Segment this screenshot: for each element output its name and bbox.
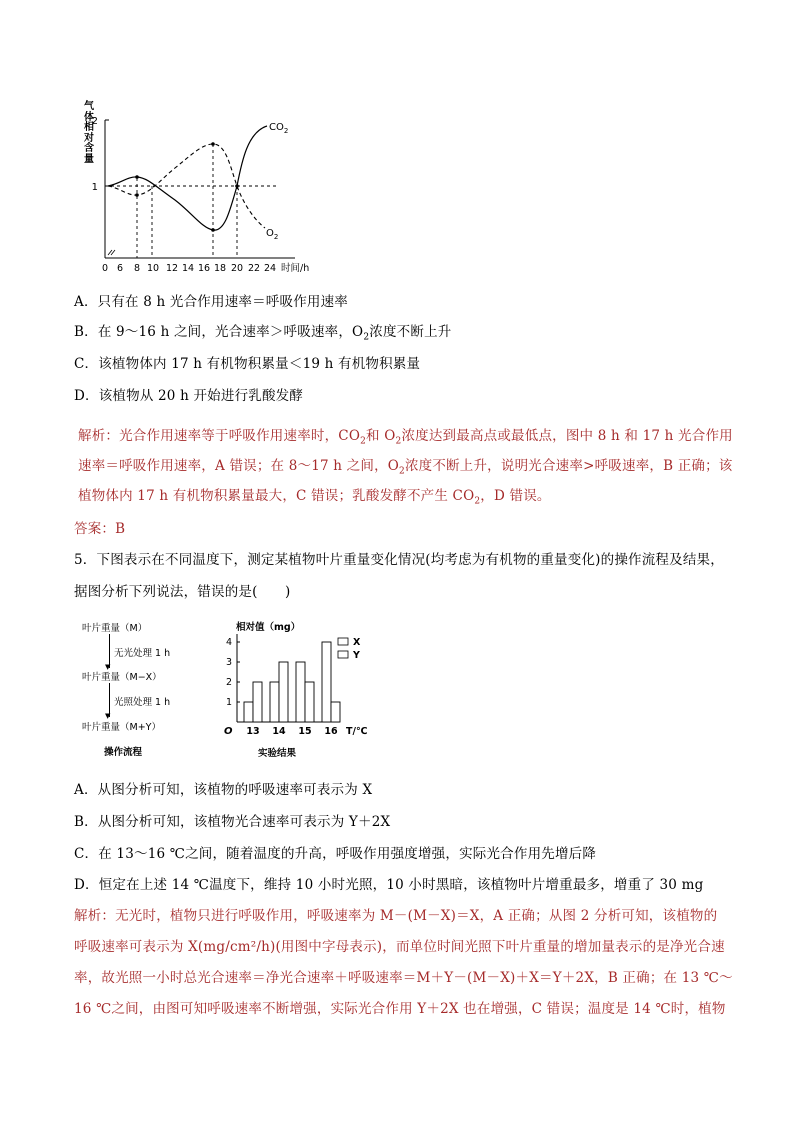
q5-analysis-line-2: 呼吸速率可表示为 X(mg/cm²/h)(用图中字母表示)，而单位时间光照下叶片重量的增加量表示的是净光合速 [74,939,725,955]
q4-option-a: A．只有在 8 h 光合作用速率＝呼吸作用速率 [74,294,349,310]
chart-x-label: T/℃ [346,726,368,737]
bar-x-15 [296,662,305,722]
flow-caption: 操作流程 [104,747,143,758]
flow-weight-3: 叶片重量（M+Y） [82,722,161,733]
q5-option-b: B．从图分析可知，该植物光合速率可表示为 Y＋2X [74,814,391,830]
q5-option-a: A．从图分析可知，该植物的呼吸速率可表示为 X [74,782,373,798]
bar-y-15 [305,682,314,722]
q5-analysis-line-1: 解析：无光时，植物只进行呼吸作用，呼吸速率为 M－(M－X)＝X，A 正确；从图 2 分析可知，该植物的 [74,908,718,924]
x-tick: 0 [101,263,109,274]
legend-swatch-x [338,638,348,645]
chart-caption: 实验结果 [258,748,297,759]
x-tick: 14 [181,263,195,274]
flow-weight-2: 叶片重量（M−X） [82,672,162,683]
y-tick-label: 4 [225,637,232,648]
x-tick: 22 [247,263,261,274]
q4-option-d: D．该植物从 20 h 开始进行乳酸发酵 [74,388,304,404]
x-tick: 24 [263,263,277,274]
legend-label-x: X [353,637,361,648]
bar-y-16 [331,702,340,722]
gas-content-chart [80,100,320,278]
legend-swatch-y [338,651,348,658]
chart-title: 相对值（mg） [236,622,301,633]
x-tick: 10 [146,263,160,274]
bar-x-14 [270,682,279,722]
co2-label: $CO_2$ [269,122,289,135]
bar-y-14 [279,662,288,722]
q4-analysis-line-2: 速率＝呼吸作用速率，A 错误；在 8～17 h 之间，$O_2$浓度不断上升，说明光合速率>呼吸速率，B 正确；该 [78,458,733,477]
x-tick: 20 [230,263,244,274]
q5-stem-line-2: 据图分析下列说法，错误的是( ) [74,584,291,600]
x-tick: 12 [165,263,179,274]
experiment-result-chart [218,616,368,762]
co2-curve [108,126,267,230]
q5-stem-line-1: 5．下图表示在不同温度下，测定某植物叶片重量变化情况(均考虑为有机物的重量变化)的操作流程及结果， [74,552,724,568]
flow-step-2: 光照处理 1 h [114,697,171,708]
q5-option-c: C．在 13～16 ℃之间，随着温度的升高，呼吸作用强度增强，实际光合作用先增后降 [74,846,597,862]
origin-label: O [224,726,233,737]
q5-option-d: D．恒定在上述 14 ℃温度下，维持 10 小时光照，10 小时黑暗，该植物叶片增重最多，增重了 30 mg [74,877,704,893]
bar-x-16 [322,642,331,722]
x-tick: 18 [213,263,227,274]
x-category-label: 14 [272,726,286,737]
x-axis-label: 时间/h [281,263,310,274]
q5-analysis-line-4: 16 ℃之间，由图可知呼吸速率不断增强，实际光合作用 Y＋2X 也在增强，C 错误；温度是 14 ℃时，植物 [74,1001,726,1017]
y-tick-label: 1 [225,697,232,708]
legend-label-y: Y [353,650,360,661]
q4-analysis-line-3: 植物体内 17 h 有机物积累量最大，C 错误；乳酸发酵不产生 $CO_2$，D 错误。 [78,488,551,507]
o2-label: $O_2$ [266,228,279,241]
q4-analysis-line-1: 解析：光合作用速率等于呼吸作用速率时，$CO_2$和 $O_2$浓度达到最高点或最低点，图中 8 h 和 17 h 光合作用 [78,428,733,447]
q4-option-b: B．在 9～16 h 之间，光合速率＞呼吸速率，$O_2$浓度不断上升 [74,324,452,343]
y-axis-label: 气体相对含量 [84,101,94,165]
q5-analysis-line-3: 率，故光照一小时总光合速率＝净光合速率＋呼吸速率＝M＋Y－(M－X)＋X＝Y＋2X，B 正确；在 13 ℃～ [74,970,733,986]
operation-flow-diagram: 叶片重量（M） ▼ 无光处理 1 h 叶片重量（M−X） ▼ 光照处理 1 h 叶片重量（M+Y） 操作流程 [82,620,212,760]
x-tick: 8 [133,263,141,274]
flow-weight-1: 叶片重量（M） [82,623,148,634]
y-tick-label: 2 [225,677,232,688]
x-tick: 16 [197,263,211,274]
x-category-label: 16 [324,726,338,737]
q4-answer: 答案：B [74,521,126,537]
x-category-label: 13 [246,726,260,737]
y-tick-label: 3 [225,657,232,668]
x-category-label: 15 [298,726,312,737]
q4-option-c: C．该植物体内 17 h 有机物积累量＜19 h 有机物积累量 [74,356,421,372]
x-tick: 6 [116,263,124,274]
bar-y-13 [253,682,262,722]
y-tick-1: 1 [91,182,98,193]
y-tick-2: 2 [91,116,98,127]
flow-step-1: 无光处理 1 h [114,648,171,659]
x-tick-labels [102,263,276,274]
bar-x-13 [244,702,253,722]
